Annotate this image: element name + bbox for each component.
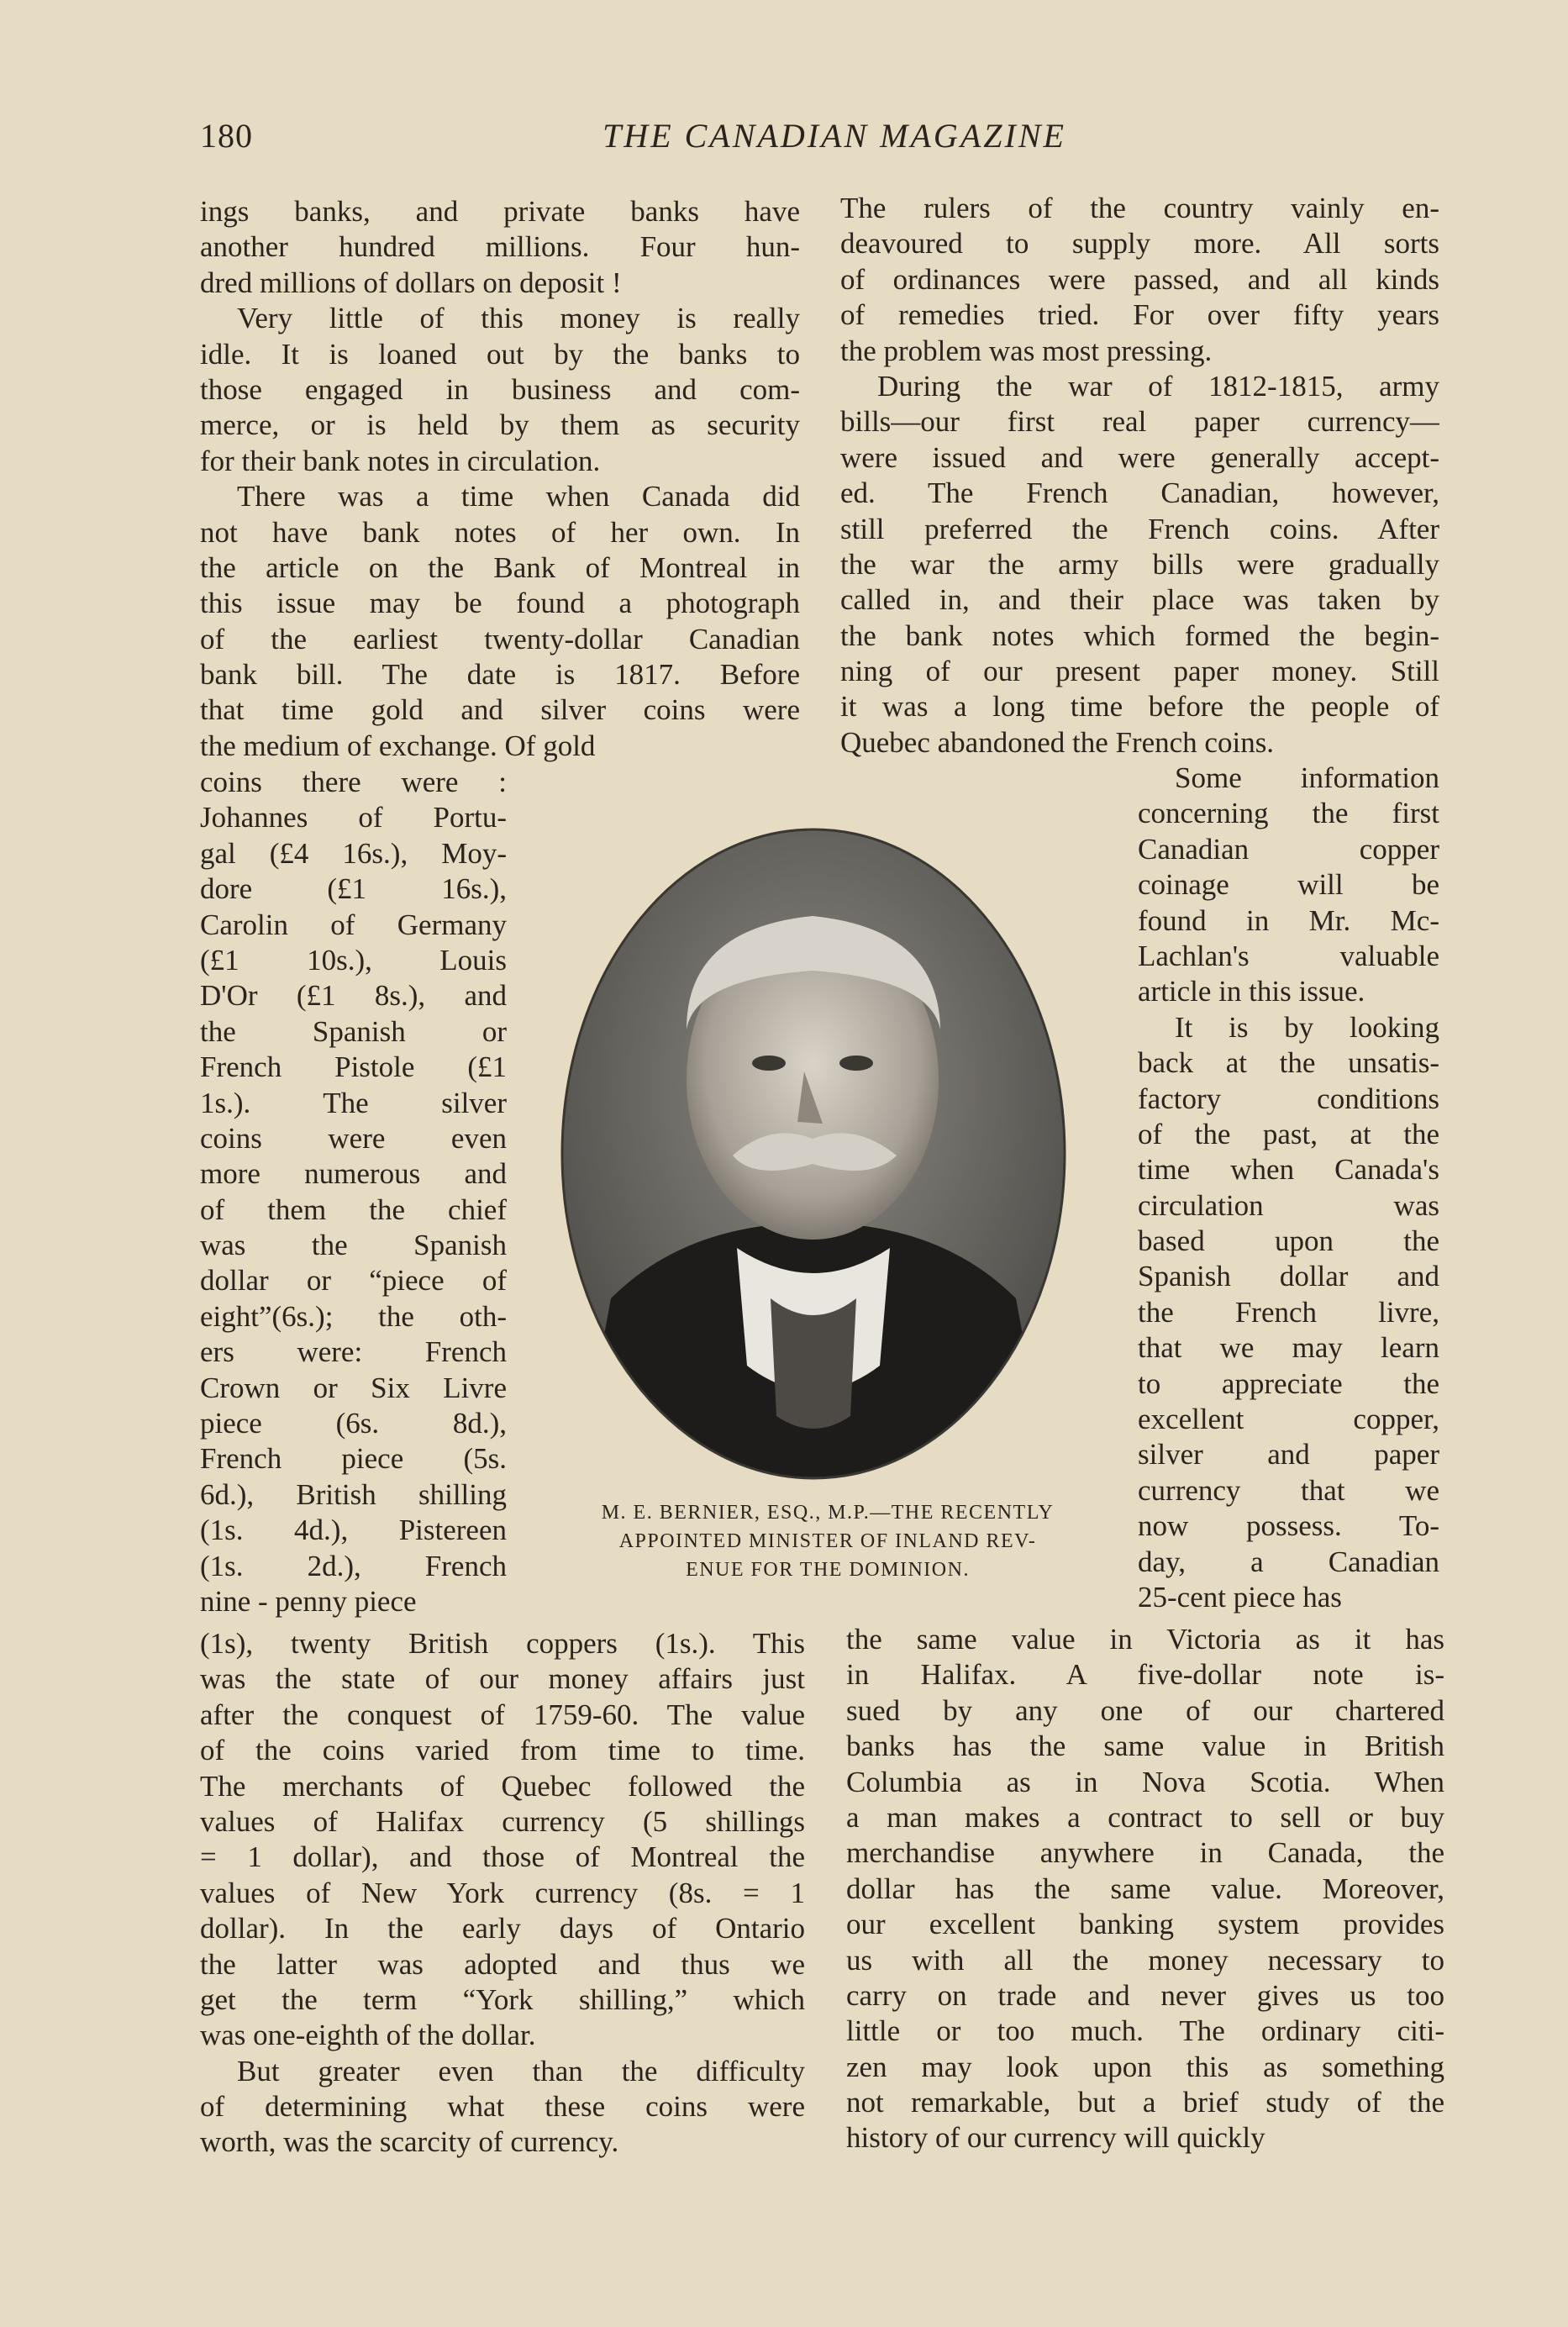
text-line: worth, was the scarcity of currency. <box>200 2125 619 2159</box>
text-line: the same value in Victoria as it has <box>846 1623 1444 1656</box>
text-line: nine - penny piece <box>200 1584 417 1618</box>
text-line: concerning the first <box>1138 797 1439 830</box>
text-line: values of Halifax currency (5 shillings <box>200 1804 805 1838</box>
text-line: of the past, at the <box>1138 1117 1439 1150</box>
text-line: values of New York currency (8s. = 1 <box>200 1876 805 1909</box>
right-column-top <box>840 191 1439 761</box>
text-line: to appreciate the <box>1138 1366 1439 1400</box>
text-line: ings banks, and private banks have <box>200 195 800 228</box>
text-line: Very little of this money is really <box>237 302 800 335</box>
text-line: of the earliest twenty-dollar Canadian <box>200 622 800 655</box>
page-number: 180 <box>200 117 253 155</box>
text-line: those engaged in business and com- <box>200 372 800 406</box>
text-line: Lachlan's valuable <box>1138 939 1439 972</box>
text-line: But greater even than the difficulty <box>237 2054 805 2087</box>
text-line: Canadian copper <box>1138 832 1439 866</box>
text-line: the medium of exchange. Of gold <box>200 729 596 762</box>
left-column-top <box>200 194 800 764</box>
text-line: 25-cent piece has <box>1138 1580 1342 1614</box>
text-line: Crown or Six Livre <box>200 1371 507 1404</box>
text-line: found in Mr. Mc- <box>1138 903 1439 937</box>
text-line: The merchants of Quebec followed the <box>200 1769 805 1803</box>
text-line: piece (6s. 8d.), <box>200 1407 507 1440</box>
text-line: = 1 dollar), and those of Montreal the <box>200 1840 805 1874</box>
text-line: Some information <box>1175 761 1439 794</box>
text-line: excellent copper, <box>1138 1403 1439 1436</box>
caption-line: ENUE FOR THE DOMINION. <box>686 1559 970 1581</box>
text-line: sued by any one of our chartered <box>846 1693 1444 1727</box>
text-line: day, a Canadian <box>1138 1545 1439 1578</box>
text-line: carry on trade and never gives us too <box>846 1978 1444 2012</box>
text-line: another hundred millions. Four hun- <box>200 230 800 264</box>
text-line: merce, or is held by them as security <box>200 408 800 442</box>
text-line: the latter was adopted and thus we <box>200 1947 805 1981</box>
text-line: article in this issue. <box>1138 975 1365 1008</box>
right-column-bottom <box>846 1622 1444 2156</box>
text-line: ed. The French Canadian, however, <box>840 476 1439 510</box>
text-line: get the term “York shilling,” which <box>200 1982 805 2016</box>
text-line: more numerous and <box>200 1157 507 1191</box>
text-line: not have bank notes of her own. In <box>200 515 800 549</box>
text-line: (1s), twenty British coppers (1s.). This <box>200 1627 805 1660</box>
text-line: (1s. 4d.), Pistereen <box>200 1514 507 1547</box>
left-column-bottom <box>200 1626 805 2161</box>
text-line: (£1 10s.), Louis <box>200 943 507 977</box>
text-line: factory conditions <box>1138 1082 1439 1115</box>
text-line: were issued and were generally accept- <box>840 440 1439 474</box>
text-line: bills—our first real paper currency— <box>840 405 1439 439</box>
text-line: time when Canada's <box>1138 1153 1439 1187</box>
text-line: now possess. To- <box>1138 1509 1439 1543</box>
running-head: THE CANADIAN MAGAZINE <box>602 117 1066 155</box>
text-line: it was a long time before the people of <box>840 690 1439 724</box>
text-line: There was a time when Canada did <box>237 480 800 513</box>
text-line: French piece (5s. <box>200 1442 507 1476</box>
text-line: the war the army bills were gradually <box>840 547 1439 581</box>
text-line: eight”(6s.); the oth- <box>200 1299 507 1333</box>
text-line: ers were: French <box>200 1335 507 1369</box>
left-column-narrow <box>200 765 507 1619</box>
text-line: dollar has the same value. Moreover, <box>846 1872 1444 1905</box>
text-line: not remarkable, but a brief study of the <box>846 2086 1444 2119</box>
text-line: after the conquest of 1759-60. The value <box>200 1698 805 1731</box>
text-line: (1s. 2d.), French <box>200 1549 507 1582</box>
text-line: D'Or (£1 8s.), and <box>200 979 507 1013</box>
text-line: dollar or “piece of <box>200 1264 507 1298</box>
portrait-photo <box>560 828 1066 1481</box>
text-line: merchandise anywhere in Canada, the <box>846 1836 1444 1870</box>
text-line: The rulers of the country vainly en- <box>840 192 1439 224</box>
photo-caption <box>538 1498 1118 1584</box>
text-line: bank bill. The date is 1817. Before <box>200 658 800 692</box>
text-line: coins there were : <box>200 766 507 798</box>
text-line: a man makes a contract to sell or buy <box>846 1800 1444 1834</box>
text-line: in Halifax. A five-dollar note is- <box>846 1658 1444 1692</box>
text-line: the bank notes which formed the begin- <box>840 619 1439 652</box>
text-line: dore (£1 16s.), <box>200 872 507 906</box>
text-line: still preferred the French coins. After <box>840 512 1439 545</box>
text-line: called in, and their place was taken by <box>840 583 1439 617</box>
text-line: that time gold and silver coins were <box>200 693 800 727</box>
text-line: the problem was most pressing. <box>840 334 1213 367</box>
text-line: back at the unsatis- <box>1138 1046 1439 1080</box>
text-line: of ordinances were passed, and all kinds <box>840 262 1439 296</box>
text-line: silver and paper <box>1138 1438 1439 1471</box>
text-line: 6d.), British shilling <box>200 1477 507 1511</box>
text-line: deavoured to supply more. All sorts <box>840 227 1439 261</box>
text-line: coinage will be <box>1138 868 1439 902</box>
text-line: this issue may be found a photograph <box>200 587 800 620</box>
text-line: of the coins varied from time to time. <box>200 1734 805 1767</box>
text-line: the Spanish or <box>200 1014 507 1048</box>
text-line: zen may look upon this as something <box>846 2050 1444 2083</box>
text-line: history of our currency will quickly <box>846 2121 1265 2155</box>
text-line: based upon the <box>1138 1224 1439 1258</box>
text-line: of them the chief <box>200 1192 507 1226</box>
text-line: for their bank notes in circulation. <box>200 444 601 477</box>
text-line: currency that we <box>1138 1473 1439 1507</box>
text-line: dred millions of dollars on deposit ! <box>200 266 622 299</box>
text-line: was one-eighth of the dollar. <box>200 2019 536 2052</box>
text-line: was the Spanish <box>200 1229 507 1262</box>
text-line: was the state of our money affairs just <box>200 1662 805 1696</box>
text-line: Johannes of Portu- <box>200 801 507 834</box>
text-line: French Pistole (£1 <box>200 1050 507 1084</box>
text-line: us with all the money necessary to <box>846 1943 1444 1977</box>
text-line: gal (£4 16s.), Moy- <box>200 836 507 870</box>
text-line: It is by looking <box>1175 1010 1439 1044</box>
caption-line: APPOINTED MINISTER OF INLAND REV- <box>618 1530 1037 1552</box>
text-line: circulation was <box>1138 1188 1439 1222</box>
text-line: ning of our present paper money. Still <box>840 655 1439 688</box>
text-line: the article on the Bank of Montreal in <box>200 550 800 584</box>
text-line: Quebec abandoned the French coins. <box>840 725 1275 759</box>
text-line: of determining what these coins were <box>200 2090 805 2124</box>
text-line: little or too much. The ordinary citi- <box>846 2014 1444 2048</box>
text-line: idle. It is loaned out by the banks to <box>200 337 800 371</box>
text-line: the French livre, <box>1138 1295 1439 1329</box>
text-line: Carolin of Germany <box>200 908 507 941</box>
text-line: banks has the same value in British <box>846 1729 1444 1763</box>
text-line: Columbia as in Nova Scotia. When <box>846 1765 1444 1798</box>
text-line: coins were even <box>200 1121 507 1155</box>
text-line: During the war of 1812-1815, army <box>877 369 1439 403</box>
text-line: our excellent banking system provides <box>846 1908 1444 1941</box>
caption-line: M. E. BERNIER, ESQ., M.P.—THE RECENTLY <box>601 1502 1055 1524</box>
right-column-narrow <box>1138 761 1439 1615</box>
text-line: Spanish dollar and <box>1138 1260 1439 1293</box>
text-line: of remedies tried. For over fifty years <box>840 298 1439 332</box>
text-line: dollar). In the early days of Ontario <box>200 1912 805 1945</box>
text-line: 1s.). The silver <box>200 1086 507 1119</box>
text-line: that we may learn <box>1138 1331 1439 1365</box>
